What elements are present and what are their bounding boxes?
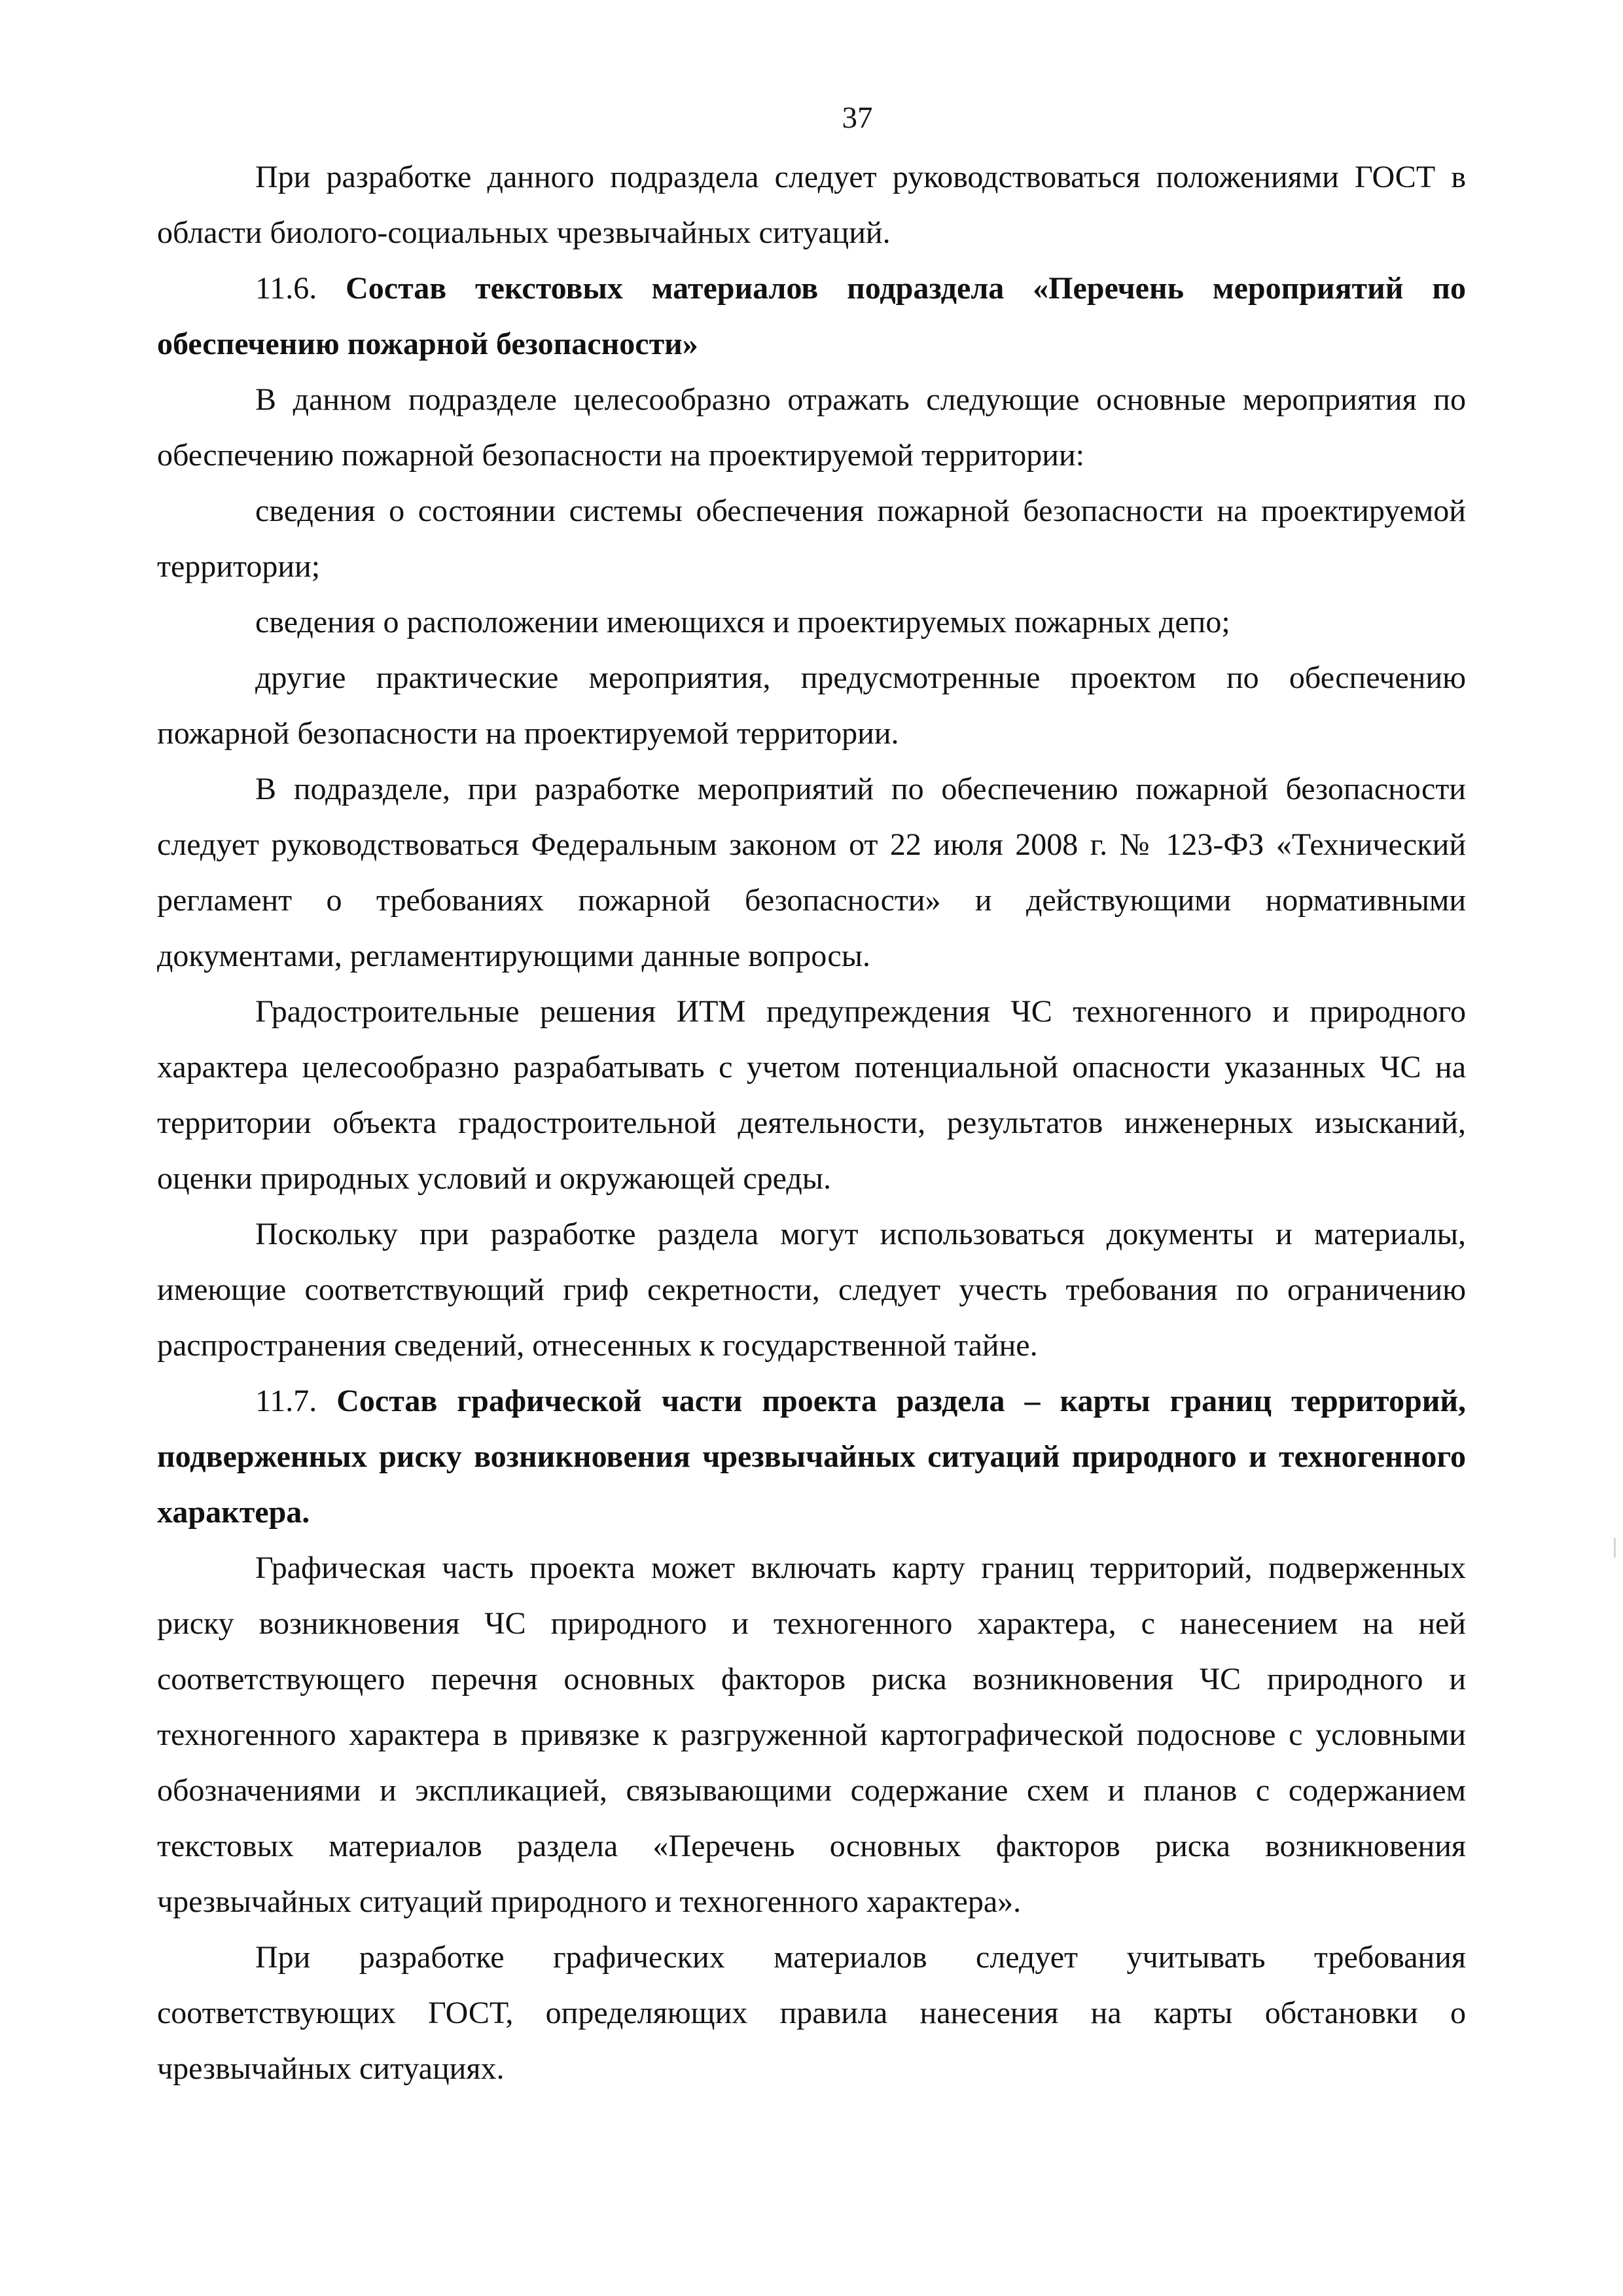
page-number: 37: [842, 101, 873, 135]
list-item: другие практические мероприятия, предусмотренные проектом по обеспечению пожарной безопасности на проектируемой территории.: [157, 660, 1466, 751]
paragraph: Градостроительные решения ИТМ предупреждения ЧС техногенного и природного характера целесообразно разрабатывать с учетом потенциальной опасности указанных ЧС на территории объекта градостроительной деятельности, результатов инженерных изысканий, оценки природных условий и окружающей среды.: [157, 994, 1466, 1196]
section-heading-11-7: [157, 1373, 1466, 1540]
paragraph: При разработке графических материалов следует учитывать требования соответствующих ГОСТ, определяющих правила нанесения на карты обстановки о чрезвычайных ситуациях.: [157, 1940, 1466, 2086]
paragraph: Графическая часть проекта может включать карту границ территорий, подверженных риску возникновения ЧС природного и техногенного характера, с нанесением на ней соответствующего перечня основных факторов риска возникновения ЧС природного и техногенного характера в привязке к разгруженной картографической подоснове с условными обозначениями и экспликацией, связывающими содержание схем и планов с содержанием текстовых материалов раздела «Перечень основных факторов риска возникновения чрезвычайных ситуаций природного и техногенного характера».: [157, 1551, 1466, 1919]
list-item: сведения о расположении имеющихся и проектируемых пожарных депо;: [255, 605, 1230, 639]
section-title: Состав текстовых материалов подраздела «Перечень мероприятий по обеспечению пожарной безопасности»: [157, 271, 1466, 361]
section-heading-11-6: [157, 260, 1466, 372]
section-number: 11.7.: [255, 1384, 317, 1418]
scan-mark: [1614, 1538, 1616, 1558]
paragraph: Поскольку при разработке раздела могут использоваться документы и материалы, имеющие соответствующий гриф секретности, следует учесть требования по ограничению распространения сведений, отнесенных к государственной тайне.: [157, 1217, 1466, 1363]
paragraph: В подразделе, при разработке мероприятий по обеспечению пожарной безопасности следует руководствоваться Федеральным законом от 22 июля 2008 г. № 123-ФЗ «Технический регламент о требованиях пожарной безопасности» и действующими нормативными документами, регламентирующими данные вопросы.: [157, 772, 1466, 973]
document-body: [157, 149, 1466, 2096]
section-title: Состав графической части проекта раздела – карты границ территорий, подверженных риску возникновения чрезвычайных ситуаций природного и техногенного характера.: [157, 1384, 1467, 1530]
paragraph: В данном подразделе целесообразно отражать следующие основные мероприятия по обеспечению пожарной безопасности на проектируемой территории:: [157, 382, 1466, 473]
list-item: сведения о состоянии системы обеспечения пожарной безопасности на проектируемой территории;: [157, 493, 1466, 584]
paragraph: При разработке данного подраздела следует руководствоваться положениями ГОСТ в области биолого-социальных чрезвычайных ситуаций.: [157, 160, 1466, 250]
section-number: 11.6.: [255, 271, 317, 306]
